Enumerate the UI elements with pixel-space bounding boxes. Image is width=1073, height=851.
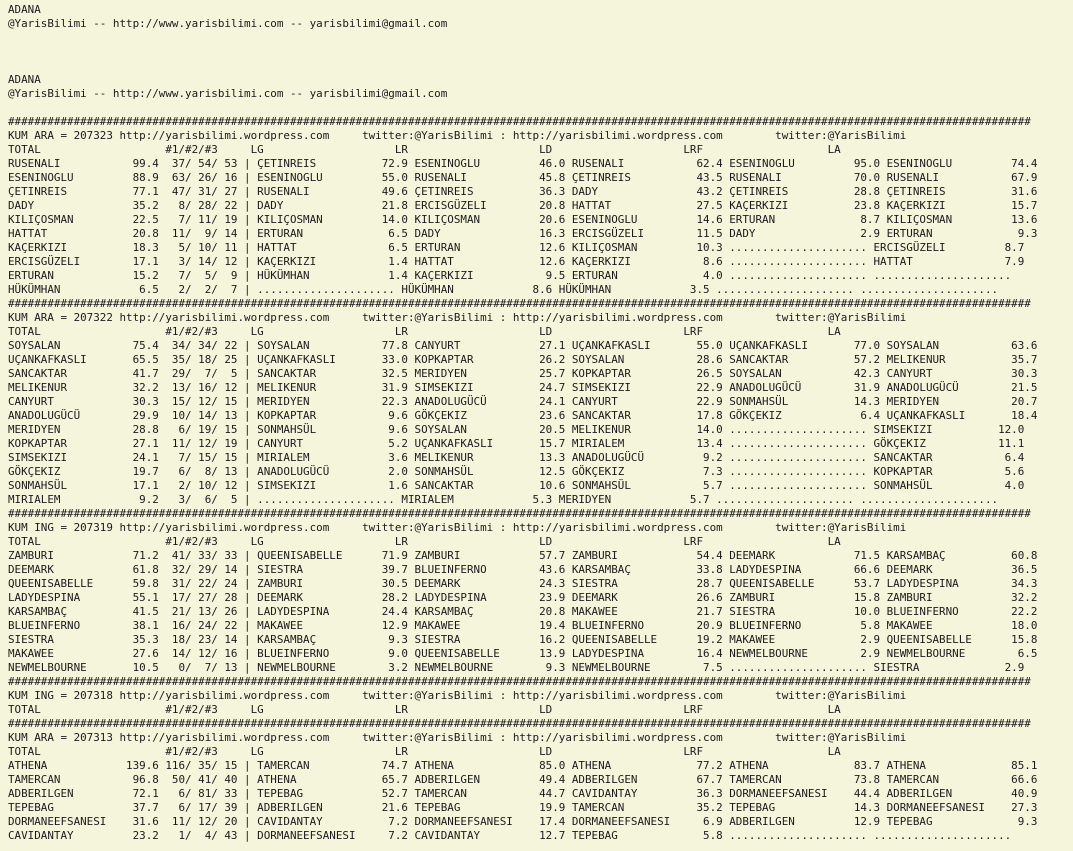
text-line: QUEENISABELLE 59.8 31/ 22/ 24 | ZAMBURI 30.5 DEEMARK 24.3 SIESTRA 28.7 QUEENISABELLE 53.7 LADYDESPINA 34.3 <box>8 577 1038 590</box>
text-line: TOTAL #1/#2/#3 LG LR LD LRF LA <box>8 535 841 548</box>
text-line <box>8 45 1073 59</box>
text-line: ADANA <box>8 3 41 16</box>
text-line: BLUEINFERNO 38.1 16/ 24/ 22 | MAKAWEE 12.9 MAKAWEE 19.4 BLUEINFERNO 20.9 BLUEINFERNO 5.8 MAKAWEE 18.0 <box>8 619 1038 632</box>
text-line: TOTAL #1/#2/#3 LG LR LD LRF LA <box>8 745 841 758</box>
text-line: GÖKÇEKIZ 19.7 6/ 8/ 13 | ANADOLUGÜCÜ 2.0 SONMAHSÜL 12.5 GÖKÇEKIZ 7.3 ..................... KOPKAPTAR 5.6 <box>8 465 1025 478</box>
text-line: KUM ING = 207319 http://yarisbilimi.wordpress.com twitter:@YarisBilimi : http://yarisbilimi.wordpress.com twitter:@YarisBilimi <box>8 521 907 534</box>
text-line: DORMANEEFSANESI 31.6 11/ 12/ 20 | CAVIDANTAY 7.2 DORMANEEFSANESI 17.4 DORMANEEFSANESI 6.9 ADBERILGEN 12.9 TEPEBAG 9.3 <box>8 815 1038 828</box>
text-line: KOPKAPTAR 27.1 11/ 12/ 19 | CANYURT 5.2 UÇANKAFKASLI 15.7 MIRIALEM 13.4 ..................... GÖKÇEKIZ 11.1 <box>8 437 1025 450</box>
text-line: ERCISGÜZELI 17.1 3/ 14/ 12 | KAÇERKIZI 1.4 HATTAT 12.6 KAÇERKIZI 8.6 ..................... HATTAT 7.9 <box>8 255 1025 268</box>
text-line <box>8 101 1073 115</box>
text-line: MELIKENUR 32.2 13/ 16/ 12 | MELIKENUR 31.9 SIMSEKIZI 24.7 SIMSEKIZI 22.9 ANADOLUGÜCÜ 31.9 ANADOLUGÜCÜ 21.5 <box>8 381 1038 394</box>
text-line: ############################################################################################################################################################ <box>8 717 1031 730</box>
text-line: ANADOLUGÜCÜ 29.9 10/ 14/ 13 | KOPKAPTAR 9.6 GÖKÇEKIZ 23.6 SANCAKTAR 17.8 GÖKÇEKIZ 6.4 UÇANKAFKASLI 18.4 <box>8 409 1038 422</box>
text-line: ############################################################################################################################################################ <box>8 507 1031 520</box>
text-line: TOTAL #1/#2/#3 LG LR LD LRF LA <box>8 703 841 716</box>
text-line: HÜKÜMHAN 6.5 2/ 2/ 7 | ..................... HÜKÜMHAN 8.6 HÜKÜMHAN 3.5 ..................... ..................... <box>8 283 999 296</box>
text-line: SIMSEKIZI 24.1 7/ 15/ 15 | MIRIALEM 3.6 MELIKENUR 13.3 ANADOLUGÜCÜ 9.2 ..................... SANCAKTAR 6.4 <box>8 451 1025 464</box>
text-line: KILIÇOSMAN 22.5 7/ 11/ 19 | KILIÇOSMAN 14.0 KILIÇOSMAN 20.6 ESENINOGLU 14.6 ERTURAN 8.7 KILIÇOSMAN 13.6 <box>8 213 1038 226</box>
text-line: KUM ING = 207318 http://yarisbilimi.wordpress.com twitter:@YarisBilimi : http://yarisbilimi.wordpress.com twitter:@YarisBilimi <box>8 689 907 702</box>
text-line: ADBERILGEN 72.1 6/ 81/ 33 | TEPEBAG 52.7 TAMERCAN 44.7 CAVIDANTAY 36.3 DORMANEEFSANESI 44.4 ADBERILGEN 40.9 <box>8 787 1038 800</box>
text-line: @YarisBilimi -- http://www.yarisbilimi.com -- yarisbilimi@gmail.com <box>8 17 448 30</box>
text-line: ZAMBURI 71.2 41/ 33/ 33 | QUEENISABELLE 71.9 ZAMBURI 57.7 ZAMBURI 54.4 DEEMARK 71.5 KARSAMBAÇ 60.8 <box>8 549 1038 562</box>
text-line: CANYURT 30.3 15/ 12/ 15 | MERIDYEN 22.3 ANADOLUGÜCÜ 24.1 CANYURT 22.9 SONMAHSÜL 14.3 MERIDYEN 20.7 <box>8 395 1038 408</box>
text-line: SIESTRA 35.3 18/ 23/ 14 | KARSAMBAÇ 9.3 SIESTRA 16.2 QUEENISABELLE 19.2 MAKAWEE 2.9 QUEENISABELLE 15.8 <box>8 633 1038 646</box>
text-line <box>8 31 1073 45</box>
text-line: SOYSALAN 75.4 34/ 34/ 22 | SOYSALAN 77.8 CANYURT 27.1 UÇANKAFKASLI 55.0 UÇANKAFKASLI 77.0 SOYSALAN 63.6 <box>8 339 1038 352</box>
text-line: ÇETINREIS 77.1 47/ 31/ 27 | RUSENALI 49.6 ÇETINREIS 36.3 DADY 43.2 ÇETINREIS 28.8 ÇETINREIS 31.6 <box>8 185 1038 198</box>
text-line: ERTURAN 15.2 7/ 5/ 9 | HÜKÜMHAN 1.4 KAÇERKIZI 9.5 ERTURAN 4.0 ..................... ..................... <box>8 269 1012 282</box>
text-line: ATHENA 139.6 116/ 35/ 15 | TAMERCAN 74.7 ATHENA 85.0 ATHENA 77.2 ATHENA 83.7 ATHENA 85.1 <box>8 759 1038 772</box>
text-line: MIRIALEM 9.2 3/ 6/ 5 | ..................... MIRIALEM 5.3 MERIDYEN 5.7 ..................... ..................... <box>8 493 999 506</box>
text-line: KUM ARA = 207322 http://yarisbilimi.wordpress.com twitter:@YarisBilimi : http://yarisbilimi.wordpress.com twitter:@YarisBilimi <box>8 311 907 324</box>
text-line: RUSENALI 99.4 37/ 54/ 53 | ÇETINREIS 72.9 ESENINOGLU 46.0 RUSENALI 62.4 ESENINOGLU 95.0 ESENINOGLU 74.4 <box>8 157 1038 170</box>
text-line: KUM ARA = 207323 http://yarisbilimi.wordpress.com twitter:@YarisBilimi : http://yarisbilimi.wordpress.com twitter:@YarisBilimi <box>8 129 907 142</box>
text-line: UÇANKAFKASLI 65.5 35/ 18/ 25 | UÇANKAFKASLI 33.0 KOPKAPTAR 26.2 SOYSALAN 28.6 SANCAKTAR 57.2 MELIKENUR 35.7 <box>8 353 1038 366</box>
text-line: MAKAWEE 27.6 14/ 12/ 16 | BLUEINFERNO 9.0 QUEENISABELLE 13.9 LADYDESPINA 16.4 NEWMELBOURNE 2.9 NEWMELBOURNE 6.5 <box>8 647 1038 660</box>
text-line: SONMAHSÜL 17.1 2/ 10/ 12 | SIMSEKIZI 1.6 SANCAKTAR 10.6 SONMAHSÜL 5.7 ..................... SONMAHSÜL 4.0 <box>8 479 1025 492</box>
text-line: TEPEBAG 37.7 6/ 17/ 39 | ADBERILGEN 21.6 TEPEBAG 19.9 TAMERCAN 35.2 TEPEBAG 14.3 DORMANEEFSANESI 27.3 <box>8 801 1038 814</box>
text-line: ESENINOGLU 88.9 63/ 26/ 16 | ESENINOGLU 55.0 RUSENALI 45.8 ÇETINREIS 43.5 RUSENALI 70.0 RUSENALI 67.9 <box>8 171 1038 184</box>
text-line: DADY 35.2 8/ 28/ 22 | DADY 21.8 ERCISGÜZELI 20.8 HATTAT 27.5 KAÇERKIZI 23.8 KAÇERKIZI 15.7 <box>8 199 1038 212</box>
text-line: ############################################################################################################################################################ <box>8 675 1031 688</box>
text-line: LADYDESPINA 55.1 17/ 27/ 28 | DEEMARK 28.2 LADYDESPINA 23.9 DEEMARK 26.6 ZAMBURI 15.8 ZAMBURI 32.2 <box>8 591 1038 604</box>
text-line: HATTAT 20.8 11/ 9/ 14 | ERTURAN 6.5 DADY 16.3 ERCISGÜZELI 11.5 DADY 2.9 ERTURAN 9.3 <box>8 227 1038 240</box>
text-line: TOTAL #1/#2/#3 LG LR LD LRF LA <box>8 143 841 156</box>
text-line: CAVIDANTAY 23.2 1/ 4/ 43 | DORMANEEFSANESI 7.2 CAVIDANTAY 12.7 TEPEBAG 5.8 ..................... ..................... <box>8 829 1012 842</box>
text-line: ############################################################################################################################################################ <box>8 115 1031 128</box>
text-line <box>8 59 1073 73</box>
text-line: KAÇERKIZI 18.3 5/ 10/ 11 | HATTAT 6.5 ERTURAN 12.6 KILIÇOSMAN 10.3 ..................... ERCISGÜZELI 8.7 <box>8 241 1025 254</box>
text-line: TAMERCAN 96.8 50/ 41/ 40 | ATHENA 65.7 ADBERILGEN 49.4 ADBERILGEN 67.7 TAMERCAN 73.8 TAMERCAN 66.6 <box>8 773 1038 786</box>
text-line: TOTAL #1/#2/#3 LG LR LD LRF LA <box>8 325 841 338</box>
text-line: ############################################################################################################################################################ <box>8 297 1031 310</box>
text-line: KUM ARA = 207313 http://yarisbilimi.wordpress.com twitter:@YarisBilimi : http://yarisbilimi.wordpress.com twitter:@YarisBilimi <box>8 731 907 744</box>
text-line: DEEMARK 61.8 32/ 29/ 14 | SIESTRA 39.7 BLUEINFERNO 43.6 KARSAMBAÇ 33.8 LADYDESPINA 66.6 DEEMARK 36.5 <box>8 563 1038 576</box>
text-line: ADANA <box>8 73 41 86</box>
text-line: SANCAKTAR 41.7 29/ 7/ 5 | SANCAKTAR 32.5 MERIDYEN 25.7 KOPKAPTAR 26.5 SOYSALAN 42.3 CANYURT 30.3 <box>8 367 1038 380</box>
text-line: @YarisBilimi -- http://www.yarisbilimi.com -- yarisbilimi@gmail.com <box>8 87 448 100</box>
text-line: KARSAMBAÇ 41.5 21/ 13/ 26 | LADYDESPINA 24.4 KARSAMBAÇ 20.8 MAKAWEE 21.7 SIESTRA 10.0 BLUEINFERNO 22.2 <box>8 605 1038 618</box>
text-line: MERIDYEN 28.8 6/ 19/ 15 | SONMAHSÜL 9.6 SOYSALAN 20.5 MELIKENUR 14.0 ..................... SIMSEKIZI 12.0 <box>8 423 1025 436</box>
text-line: NEWMELBOURNE 10.5 0/ 7/ 13 | NEWMELBOURNE 3.2 NEWMELBOURNE 9.3 NEWMELBOURNE 7.5 ..................... SIESTRA 2.9 <box>8 661 1025 674</box>
